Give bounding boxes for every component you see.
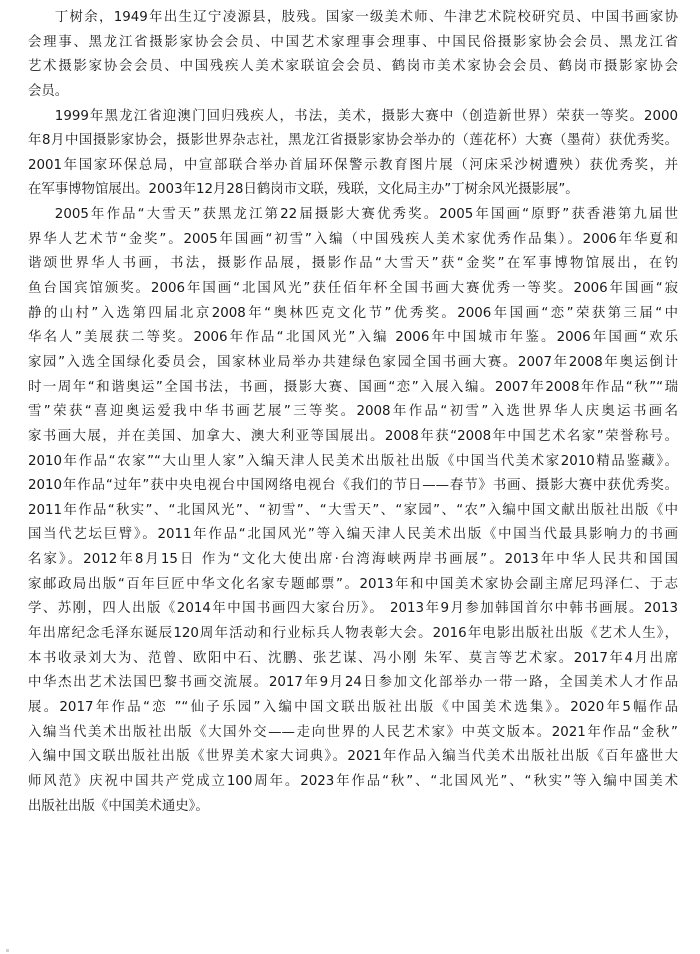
text-line: 在军事博物馆展出。2003年12月28日鹤岗市文联，残联，文化局主办”丁树余风光摄影展”。 <box>28 182 579 198</box>
text-line: 入编当代美术出版社出版《大国外交——走向世界的人民艺术家》中英文版本。2021年作品“金秋” <box>28 724 678 740</box>
text-line: 丁树余，1949年出生辽宁凌源县，肢残。国家一级美术师、牛津艺术院校研究员、中国书画家协 <box>54 10 678 25</box>
text-line: 学、苏刚，四人出版《2014年中国书画四大家台历》。 2013年9月参加韩国首尔中韩书画展。2013 <box>28 601 678 617</box>
text-line: 国当代艺坛巨臂》。2011年作品“北国风光”等入编天津人民美术出版《中国当代最具影响力的书画 <box>28 527 678 543</box>
text-line: 名家》。2012年8月15日 作为“文化大使出席·台湾海峡两岸书画展”。2013年中华人民共和国国 <box>28 552 678 568</box>
text-line: 2010年作品“农家”“大山里人家”入编天津人民美术出版社出版《中国当代美术家2010精品鉴藏》。 <box>28 453 678 469</box>
awards-1999-2003-paragraph <box>28 105 678 204</box>
text-line: 年出席纪念毛泽东诞辰120周年活动和行业标兵人物表彰大会。2016年电影出版社出版《艺术人生》， <box>28 626 678 642</box>
text-line: 2011年作品“秋实”、“北国风光”、“初雪”、“大雪天”、“家园”、“农”入编中国文献出版社出版《中 <box>28 502 678 518</box>
text-line: 谐颂世界华人书画，书法，摄影作品展，摄影作品“大雪天”获“金奖”在军事博物馆展出，在钓 <box>28 256 678 272</box>
text-line: 2005年作品“大雪天”获黑龙江第22届摄影大赛优秀奖。2005年国画“原野”获香港第九届世 <box>54 207 678 223</box>
text-line: 2010年作品“过年”获中央电视台中国网络电视台《我们的节日——春节》书画、摄影大赛中获优秀奖。 <box>28 478 678 494</box>
text-line: 静的山村”入选第四届北京2008年“奥林匹克文化节”优秀奖。2006年国画“恋”荣获第三届“中 <box>28 305 678 321</box>
document-page <box>28 6 678 819</box>
text-line: 家书画大展，并在美国、加拿大、澳大利亚等国展出。2008年获“2008年中国艺术名家”荣誉称号。 <box>28 428 678 444</box>
text-line: 师风范》庆祝中国共产党成立100周年。2023年作品“秋”、“北国风光”、“秋实”等入编中国美术 <box>28 773 678 789</box>
text-line: 年8月中国摄影家协会，摄影世界杂志社，黑龙江省摄影家协会举办的（莲花杯）大赛（墨荷）获优秀奖。 <box>28 133 678 149</box>
text-line: 本书收录刘大为、范曾、欧阳中石、沈鹏、张艺谋、冯小刚 朱军、莫言等艺术家。2017年4月出席 <box>28 650 678 666</box>
biography-paragraph <box>28 6 678 105</box>
text-line: 会员。 <box>28 83 69 99</box>
text-line: 雪”荣获“喜迎奥运爱我中华书画艺展”三等奖。2008年作品“初雪”入选世界华人庆奥运书画名 <box>28 404 678 420</box>
text-line: 中华杰出艺术法国巴黎书画交流展。2017年9月24日参加文化部举办一带一路，全国美术人才作品 <box>28 675 678 691</box>
text-line: 界华人艺术节“金奖”。2005年国画“初雪”入编（中国残疾人美术家优秀作品集）。2006年华夏和 <box>28 231 678 247</box>
text-line: 华名人”美展获二等奖。2006年作品“北国风光”入编 2006年中国城市年鉴。2006年国画“欢乐 <box>28 330 678 346</box>
text-line: 艺术摄影家协会会员、中国残疾人美术家联谊会会员、鹤岗市美术家协会会员、鹤岗市摄影家协会 <box>28 59 678 75</box>
text-line: 家园”入选全国绿化委员会，国家林业局举办共建绿色家园全国书画大赛。2007年2008年奥运倒计 <box>28 354 678 370</box>
text-line: 入编中国文联出版社出版《世界美术家大词典》。2021年作品入编当代美术出版社出版《百年盛世大 <box>28 749 678 765</box>
text-line: 家邮政局出版“百年巨匠中华文化名家专题邮票”。2013年和中国美术家协会副主席尼玛泽仁、于志 <box>28 576 678 592</box>
text-line: 时一周年“和谐奥运”全国书法，书画，摄影大赛、国画“恋”入展入编。2007年2008年作品“秋”“瑞 <box>28 379 678 395</box>
text-line: 出版社出版《中国美术通史》。 <box>28 798 209 814</box>
text-line: 1999年黑龙江省迎澳门回归残疾人，书法，美术，摄影大赛中（创造新世界）荣获一等奖。2000 <box>54 108 678 124</box>
text-line: 展。2017年作品“恋 ”“仙子乐园”入编中国文联出版社出版《中国美术选集》。2020年5幅作品 <box>28 699 678 715</box>
text-line: 2001年国家环保总局，中宣部联合举办首届环保警示教育图片展（河床采沙树遭殃）获优秀奖，并 <box>28 157 678 173</box>
page-corner-mark <box>6 949 9 952</box>
text-line: 会理事、黑龙江省摄影家协会会员、中国艺术家理事会理事、中国民俗摄影家协会会员、黑龙江省 <box>28 34 678 50</box>
awards-2005-2023-paragraph <box>28 203 678 819</box>
text-line: 鱼台国宾馆颁奖。2006年国画“北国风光”获任佰年杯全国书画大赛优秀一等奖。2006年国画“寂 <box>28 281 678 297</box>
